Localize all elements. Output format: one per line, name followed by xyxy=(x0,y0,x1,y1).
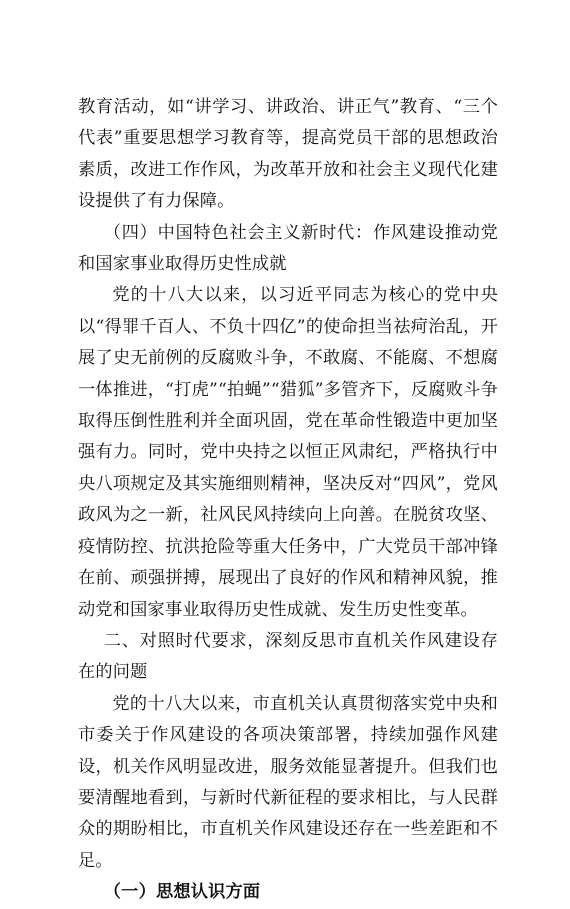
body-paragraph: 党的十八大以来，以习近平同志为核心的党中央以“得罪千百人、不负十四亿”的使命担当祛疴治乱，开展了史无前例的反腐败斗争，不敢腐、不能腐、不想腐一体推进，“打虎”“拍蝇”“猎狐”多管齐下，反腐败斗争取得压倒性胜利并全面巩固，党在革命性锻造中更加坚强有力。同时，党中央持之以恒正风肃纪，严格执行中央八项规定及其实施细则精神，坚决反对“四风”，党风政风为之一新，社风民风持续向上向善。在脱贫攻坚、疫情防控、抗洪抢险等重大任务中，广大党员干部冲锋在前、顽强拼搏，展现出了良好的作风和精神风貌，推动党和国家事业取得历史性成就、发生历史性变革。 xyxy=(78,285,498,620)
section-heading-4: （四）中国特色社会主义新时代：作风建设推动党和国家事业取得历史性成就 xyxy=(78,222,498,275)
document-page xyxy=(78,92,498,909)
body-paragraph: 党的十八大以来，市直机关认真贯彻落实党中央和市委关于作风建设的各项决策部署，持续加强作风建设，机关作风明显改进，服务效能显著提升。但我们也要清醒地看到，与新时代新征程的要求相比，与人民群众的期盼相比，市直机关作风建设还存在一些差距和不足。 xyxy=(78,693,498,871)
section-heading-2: 二、对照时代要求，深刻反思市直机关作风建设存在的问题 xyxy=(78,630,498,683)
body-paragraph: 教育活动，如“讲学习、讲政治、讲正气”教育、“三个代表”重要思想学习教育等，提高党员干部的思想政治素质，改进工作作风，为改革开放和社会主义现代化建设提供了有力保障。 xyxy=(78,97,498,212)
subsection-heading-1: （一）思想认识方面 xyxy=(103,882,261,903)
